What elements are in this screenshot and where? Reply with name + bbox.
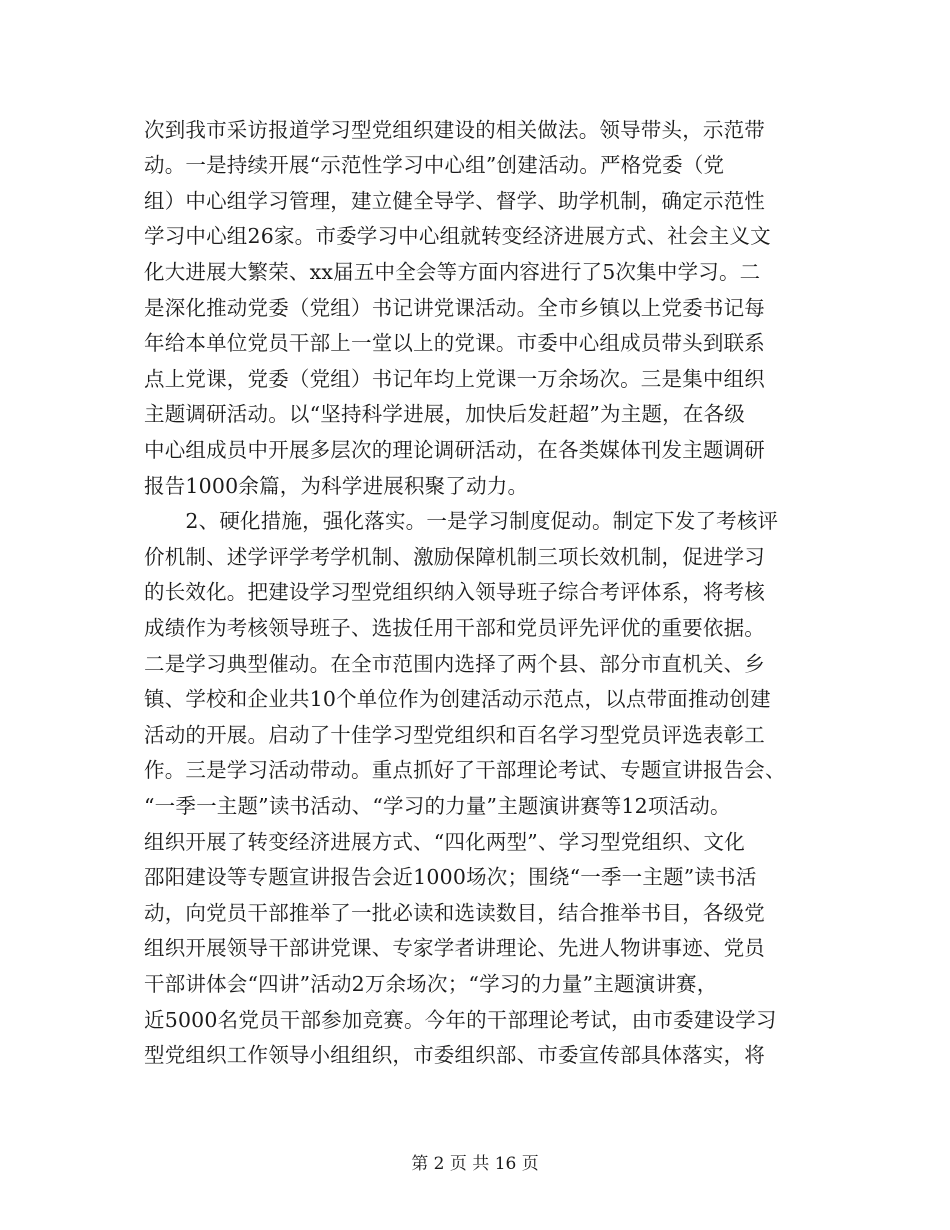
text-line: 动。一是持续开展“示范性学习中心组”创建活动。严格党委（党	[144, 153, 725, 177]
text-line: 邵阳建设等专题宣讲报告会近1000场次；围绕“一季一主题”读书活	[144, 865, 757, 889]
text-line: 镇、学校和企业共10个单位作为创建活动示范点，以点带面推动创建	[144, 687, 771, 711]
page-number-footer: 第 2 页 共 16 页	[411, 1154, 539, 1174]
text-line: 年给本单位党员干部上一堂以上的党课。市委中心组成员带头到联系	[144, 331, 765, 355]
text-line: 组）中心组学习管理，建立健全导学、督学、助学机制，确定示范性	[144, 189, 765, 213]
text-line: 中心组成员中开展多层次的理论调研活动，在各类媒体刊发主题调研	[144, 438, 765, 462]
text-line: 2、硬化措施，强化落实。一是学习制度促动。制定下发了考核评	[144, 509, 779, 533]
text-line: 点上党课，党委（党组）书记年均上党课一万余场次。三是集中组织	[144, 367, 765, 391]
text-line: 主题调研活动。以“坚持科学进展，加快后发赶超”为主题，在各级	[144, 402, 745, 426]
text-line: 组织开展了转变经济进展方式、“四化两型”、学习型党组织、文化	[144, 830, 745, 854]
text-line: 化大进展大繁荣、xx届五中全会等方面内容进行了5次集中学习。二	[144, 260, 761, 284]
text-line: 活动的开展。启动了十佳学习型党组织和百名学习型党员评选表彰工	[144, 723, 765, 747]
text-line: 作。三是学习活动带动。重点抓好了干部理论考试、专题宣讲报告会、	[144, 758, 786, 782]
text-line: 价机制、述学评学考学机制、激励保障机制三项长效机制，促进学习	[144, 545, 765, 569]
text-line: 动，向党员干部推举了一批必读和选读数目，结合推举书目，各级党	[144, 901, 765, 925]
text-line: 是深化推动党委（党组）书记讲党课活动。全市乡镇以上党委书记每	[144, 296, 765, 320]
text-line: 次到我市采访报道学习型党组织建设的相关做法。领导带头，示范带	[144, 118, 765, 142]
text-line: 报告1000余篇，为科学进展积聚了动力。	[144, 474, 529, 498]
text-line: 二是学习典型催动。在全市范围内选择了两个县、部分市直机关、乡	[144, 652, 765, 676]
text-line: 干部讲体会“四讲”活动2万余场次；“学习的力量”主题演讲赛，	[144, 972, 718, 996]
text-line: 近5000名党员干部参加竞赛。今年的干部理论考试，由市委建设学习	[144, 1008, 777, 1032]
text-line: 学习中心组26家。市委学习中心组就转变经济进展方式、社会主义文	[144, 224, 771, 248]
text-line: 组织开展领导干部讲党课、专家学者讲理论、先进人物讲事迹、党员	[144, 936, 765, 960]
text-line: “一季一主题”读书活动、“学习的力量”主题演讲赛等12项活动。	[144, 794, 731, 818]
text-line: 型党组织工作领导小组组织，市委组织部、市委宣传部具体落实，将	[144, 1043, 765, 1067]
text-line: 成绩作为考核领导班子、选拔任用干部和党员评先评优的重要依据。	[144, 616, 765, 640]
text-line: 的长效化。把建设学习型党组织纳入领导班子综合考评体系，将考核	[144, 580, 765, 604]
